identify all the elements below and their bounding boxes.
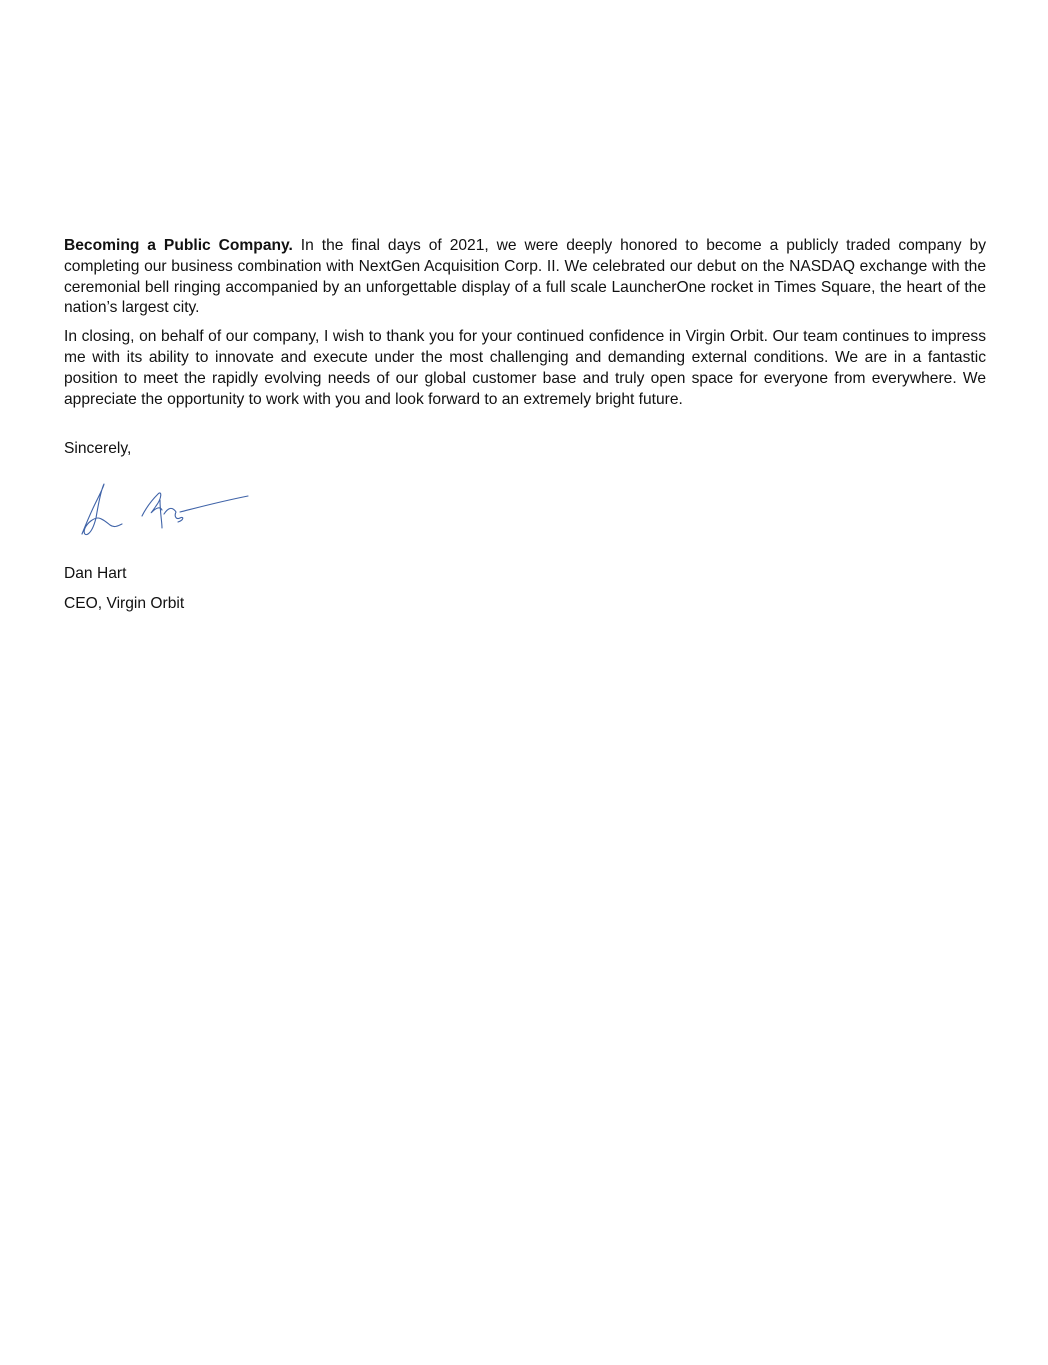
- letter-body: [64, 236, 986, 418]
- paragraph-closing-remarks: In closing, on behalf of our company, I wish to thank you for your continued confidence in Virgin Orbit. Our team continues to impress me with its ability to innovate and execute under the most challenging and demanding external conditions. We are in a fantastic position to meet the rapidly evolving needs of our global customer base and truly open space for everyone from everywhere. We appreciate the opportunity to work with you and look forward to an extremely bright future.: [64, 328, 986, 408]
- section-heading: Becoming a Public Company.: [64, 237, 293, 254]
- closing-salutation: Sincerely,: [64, 440, 132, 457]
- signature-image: [76, 478, 256, 542]
- paragraph-public-company: [64, 236, 986, 319]
- signer-name: Dan Hart: [64, 565, 127, 582]
- signer-title: CEO, Virgin Orbit: [64, 595, 185, 612]
- paragraph-1-text: In the final days of 2021, we were deeply honored to become a publicly traded company by completing our business combination with NextGen Acquisition Corp. II. We celebrated our debut on the NASDAQ exchange with the ceremonial bell ringing accompanied by an unforgettable display of a full scale LauncherOne rocket in Times Square, the heart of the nation’s largest city.: [64, 237, 987, 317]
